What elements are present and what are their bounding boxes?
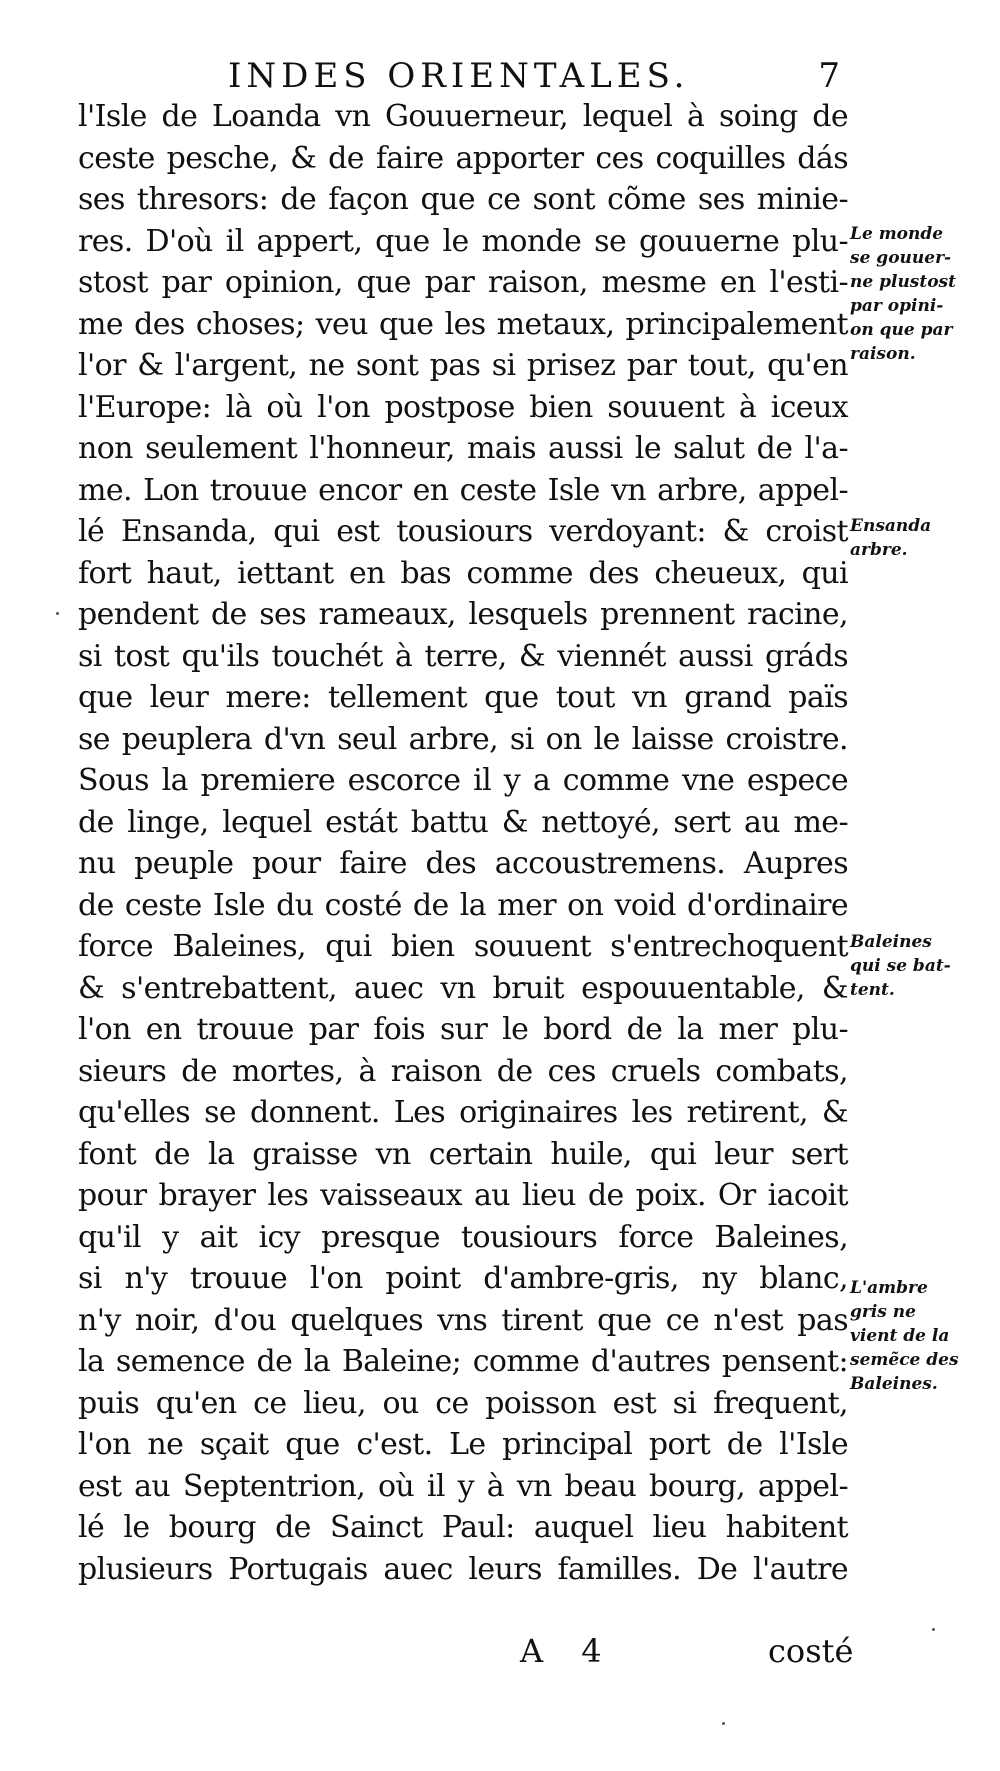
text-line: me des choses; veu que les metaux, principalement bbox=[78, 306, 848, 342]
text-line: de ceste Isle du costé de la mer on void d'ordinaire bbox=[78, 887, 848, 923]
footer-line bbox=[0, 1632, 1000, 1678]
ink-speck bbox=[56, 612, 59, 615]
signature-mark: A 4 bbox=[520, 1632, 616, 1670]
margin-note-line: tent. bbox=[850, 980, 895, 1000]
text-line: si tost qu'ils touchét à terre, & viennét aussi gráds bbox=[78, 638, 848, 674]
text-line: pour brayer les vaisseaux au lieu de poix. Or iacoit bbox=[78, 1178, 848, 1213]
margin-note-line: ne plustost bbox=[850, 272, 956, 292]
text-line: n'y noir, d'ou quelques vns tirent que ce n'est pas bbox=[78, 1302, 848, 1338]
body-text bbox=[78, 96, 848, 1590]
text-line: pendent de ses rameaux, lesquels prennent racine, bbox=[78, 597, 848, 632]
running-head bbox=[80, 56, 840, 100]
text-line: qu'elles se donnent. Les originaires les retirent, & bbox=[78, 1095, 848, 1130]
margin-note-line: Ensanda bbox=[850, 516, 932, 536]
margin-note-line: qui se bat- bbox=[850, 956, 951, 976]
text-line: force Baleines, qui bien souuent s'entrechoquent bbox=[78, 929, 848, 964]
text-line: ses thresors: de façon que ce sont cõme ses minie- bbox=[78, 182, 848, 217]
running-title: INDES ORIENTALES. bbox=[228, 56, 690, 96]
margin-note-line: raison. bbox=[850, 344, 916, 364]
margin-note-ambre bbox=[850, 1276, 980, 1396]
catchword: costé bbox=[768, 1632, 854, 1670]
margin-note-line: par opini- bbox=[850, 296, 944, 316]
text-line: sieurs de mortes, à raison de ces cruels combats, bbox=[78, 1053, 848, 1089]
text-line: non seulement l'honneur, mais aussi le salut de l'a- bbox=[78, 431, 848, 466]
margin-note-ensanda bbox=[850, 514, 980, 562]
text-line: nu peuple pour faire des accoustremens. Aupres bbox=[78, 846, 848, 881]
text-line: l'on en trouue par fois sur le bord de la mer plu- bbox=[78, 1012, 848, 1047]
ink-speck bbox=[722, 1722, 725, 1725]
text-line: ceste pesche, & de faire apporter ces coquilles dás bbox=[78, 140, 848, 176]
margin-note-line: L'ambre bbox=[850, 1278, 928, 1298]
margin-note-line: arbre. bbox=[850, 540, 908, 560]
text-line: plusieurs Portugais auec leurs familles. De l'autre bbox=[78, 1551, 848, 1587]
text-line: l'Europe: là où l'on postpose bien souuent à iceux bbox=[78, 389, 848, 425]
text-line: lé Ensanda, qui est tousiours verdoyant: & croist bbox=[78, 514, 848, 549]
text-line: puis qu'en ce lieu, ou ce poisson est si frequent, bbox=[78, 1385, 848, 1421]
text-line: Sous la premiere escorce il y a comme vne espece bbox=[78, 763, 848, 798]
margin-note-opinion bbox=[850, 222, 980, 366]
text-line: lé le bourg de Sainct Paul: auquel lieu habitent bbox=[78, 1510, 848, 1545]
page-number: 7 bbox=[818, 56, 840, 96]
text-line: est au Septentrion, où il y à vn beau bourg, appel- bbox=[78, 1468, 848, 1504]
text-line: fort haut, iettant en bas comme des cheueux, qui bbox=[78, 555, 848, 591]
text-line: si n'y trouue l'on point d'ambre-gris, ny blanc, bbox=[78, 1261, 848, 1296]
margin-note-line: semẽce des bbox=[850, 1350, 959, 1370]
margin-note-line: vient de la bbox=[850, 1326, 950, 1346]
text-line: font de la graisse vn certain huile, qui leur sert bbox=[78, 1136, 848, 1172]
margin-note-line: gris ne bbox=[850, 1302, 916, 1322]
text-line: l'or & l'argent, ne sont pas si prisez par tout, qu'en bbox=[78, 348, 848, 383]
margin-note-line: Baleines. bbox=[850, 1374, 938, 1394]
margin-note-line: Baleines bbox=[850, 932, 932, 952]
margin-note-line: on que par bbox=[850, 320, 953, 340]
text-line: l'Isle de Loanda vn Gouuerneur, lequel à soing de bbox=[78, 99, 848, 134]
text-line: & s'entrebattent, auec vn bruit espouuentable, & bbox=[78, 970, 848, 1006]
text-line: se peuplera d'vn seul arbre, si on le laisse croistre. bbox=[78, 721, 848, 757]
margin-note-line: Le monde bbox=[850, 224, 944, 244]
text-line: me. Lon trouue encor en ceste Isle vn arbre, appel- bbox=[78, 472, 848, 508]
text-line: que leur mere: tellement que tout vn grand païs bbox=[78, 680, 848, 715]
text-line: l'on ne sçait que c'est. Le principal port de l'Isle bbox=[78, 1427, 848, 1462]
margin-note-baleines bbox=[850, 930, 980, 1002]
text-line: stost par opinion, que par raison, mesme en l'esti- bbox=[78, 265, 848, 300]
text-line: de linge, lequel estát battu & nettoyé, sert au me- bbox=[78, 804, 848, 840]
margin-note-line: se gouuer- bbox=[850, 248, 952, 268]
text-line: qu'il y ait icy presque tousiours force Baleines, bbox=[78, 1219, 848, 1255]
ink-speck bbox=[932, 1628, 935, 1631]
text-line: res. D'où il appert, que le monde se gouuerne plu- bbox=[78, 223, 848, 259]
text-line: la semence de la Baleine; comme d'autres pensent: bbox=[78, 1344, 848, 1379]
